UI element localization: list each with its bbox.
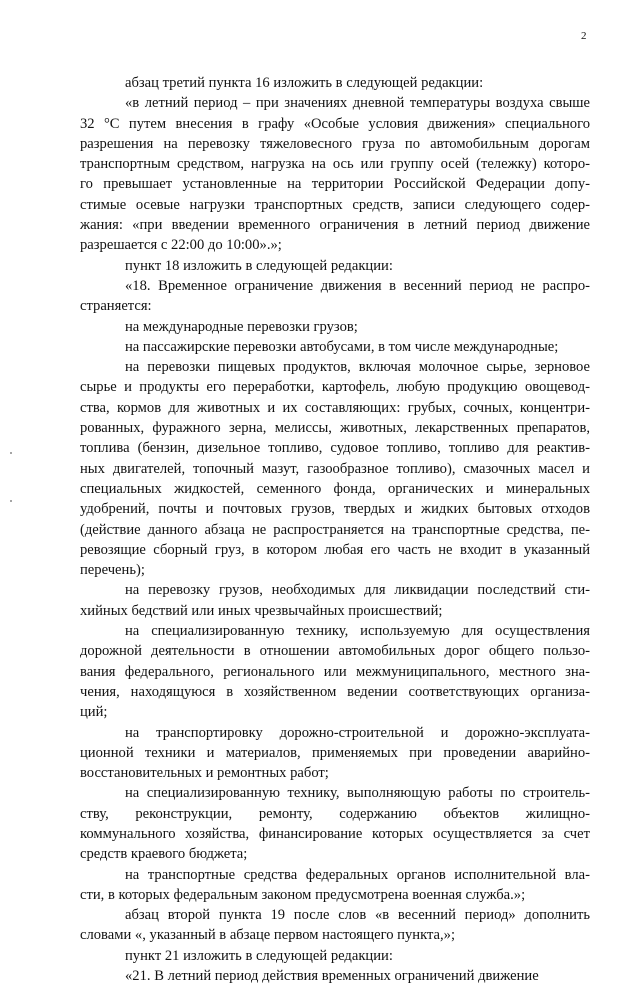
paragraph xyxy=(80,946,590,966)
text-line: на пассажирские перевозки автобусами, в том числе международные; xyxy=(125,338,559,355)
paragraph xyxy=(80,317,590,337)
text-line: на транспортировку дорожно-строительной и дорожно-эксплуата- xyxy=(125,724,590,741)
text-line: ций; xyxy=(80,704,108,721)
text-line: пункт 18 изложить в следующей редакции: xyxy=(125,257,393,274)
text-line: ных двигателей, топочный мазут, газообразное топливо), смазочных масел и xyxy=(80,460,590,477)
document-body xyxy=(80,73,590,986)
text-line: 32 °С путем внесения в графу «Особые условия движения» специального xyxy=(80,115,590,132)
paragraph xyxy=(80,865,590,906)
text-line: на перевозку грузов, необходимых для ликвидации последствий сти- xyxy=(125,582,590,599)
text-line: чения, находящуюся в хозяйственном ведении соответствующих организа- xyxy=(80,683,590,700)
text-line: «18. Временное ограничение движения в весенний период не распро- xyxy=(125,277,590,294)
text-line: транспортным средством, нагрузка на ось или группу осей (тележку) которо- xyxy=(80,156,590,173)
text-line: ству, реконструкции, ремонту, содержанию объектов жилищно- xyxy=(80,805,590,822)
text-line: ства, кормов для животных и их составляющих: грубых, сочных, концентри- xyxy=(80,399,590,416)
text-line: «21. В летний период действия временных ограничений движение xyxy=(125,968,539,985)
text-line: ревозящие сборный груз, в котором любая его часть не входит в указанный xyxy=(80,541,590,558)
paragraph xyxy=(80,966,590,986)
text-line: хийных бедствий или иных чрезвычайных происшествий; xyxy=(80,602,443,619)
text-line: словами «, указанный в абзаце первом настоящего пункта,»; xyxy=(80,927,455,944)
text-line: перечень); xyxy=(80,562,145,579)
text-line: удобрений, почты и почтовых грузов, твердых и жидких бытовых отходов xyxy=(80,501,590,518)
scan-speck xyxy=(10,452,12,454)
text-line: коммунального хозяйства, финансирование которых осуществляется за счет xyxy=(80,825,590,842)
text-line: рованных, фуражного зерна, мелиссы, животных, лекарственных препаратов, xyxy=(80,420,590,437)
text-line: на специализированную технику, выполняющую работы по строитель- xyxy=(125,785,590,802)
text-line: средств краевого бюджета; xyxy=(80,846,248,863)
text-line: на перевозки пищевых продуктов, включая молочное сырье, зерновое xyxy=(125,359,590,376)
paragraph xyxy=(80,723,590,784)
text-line: вания федерального, регионального или межмуниципального, местного зна- xyxy=(80,663,590,680)
text-line: сти, в которых федеральным законом предусмотрена военная служба.»; xyxy=(80,886,526,903)
text-line: абзац третий пункта 16 изложить в следующей редакции: xyxy=(125,75,484,91)
paragraph xyxy=(80,783,590,864)
paragraph xyxy=(80,276,590,317)
text-line: на международные перевозки грузов; xyxy=(125,318,358,335)
text-line: специальных жидкостей, семенного фонда, органических и минеральных xyxy=(80,480,590,497)
text-line: страняется: xyxy=(80,298,152,315)
paragraph xyxy=(80,357,590,580)
text-line: топлива (бензин, дизельное топливо, судовое топливо, топливо для реактив- xyxy=(80,440,590,457)
text-line: (действие данного абзаца не распространяется на транспортные средства, пе- xyxy=(80,521,590,538)
paragraph xyxy=(80,93,590,255)
scan-speck xyxy=(10,500,12,502)
page-number: 2 xyxy=(581,30,587,42)
text-line: дорожной деятельности в отношении автомобильных дорог общего пользо- xyxy=(80,643,590,660)
paragraph xyxy=(80,73,590,93)
paragraph xyxy=(80,905,590,946)
paragraph xyxy=(80,256,590,276)
text-line: «в летний период – при значениях дневной температуры воздуха свыше xyxy=(125,95,590,112)
text-line: жания: «при введении временного ограничения в летний период движение xyxy=(80,217,590,234)
text-line: на специализированную технику, используемую для осуществления xyxy=(125,623,590,640)
text-line: восстановительных и ремонтных работ; xyxy=(80,765,329,782)
paragraph xyxy=(80,337,590,357)
text-line: стимые осевые нагрузки транспортных средств, записи следующего содер- xyxy=(80,196,590,213)
text-line: на транспортные средства федеральных органов исполнительной вла- xyxy=(125,866,590,883)
paragraph xyxy=(80,621,590,722)
paragraph xyxy=(80,580,590,621)
text-line: ционной техники и материалов, применяемых при проведении аварийно- xyxy=(80,744,590,761)
text-line: сырье и продукты его переработки, картофель, любую продукцию овощевод- xyxy=(80,379,590,396)
text-line: абзац второй пункта 19 после слов «в весенний период» дополнить xyxy=(125,907,590,924)
text-line: разрешается с 22:00 до 10:00».»; xyxy=(80,237,282,254)
text-line: разрешения на перевозку тяжеловесного груза по автомобильным дорогам xyxy=(80,135,590,152)
text-line: пункт 21 изложить в следующей редакции: xyxy=(125,947,393,964)
text-line: го превышает установленные на территории Российской Федерации допу- xyxy=(80,176,590,193)
